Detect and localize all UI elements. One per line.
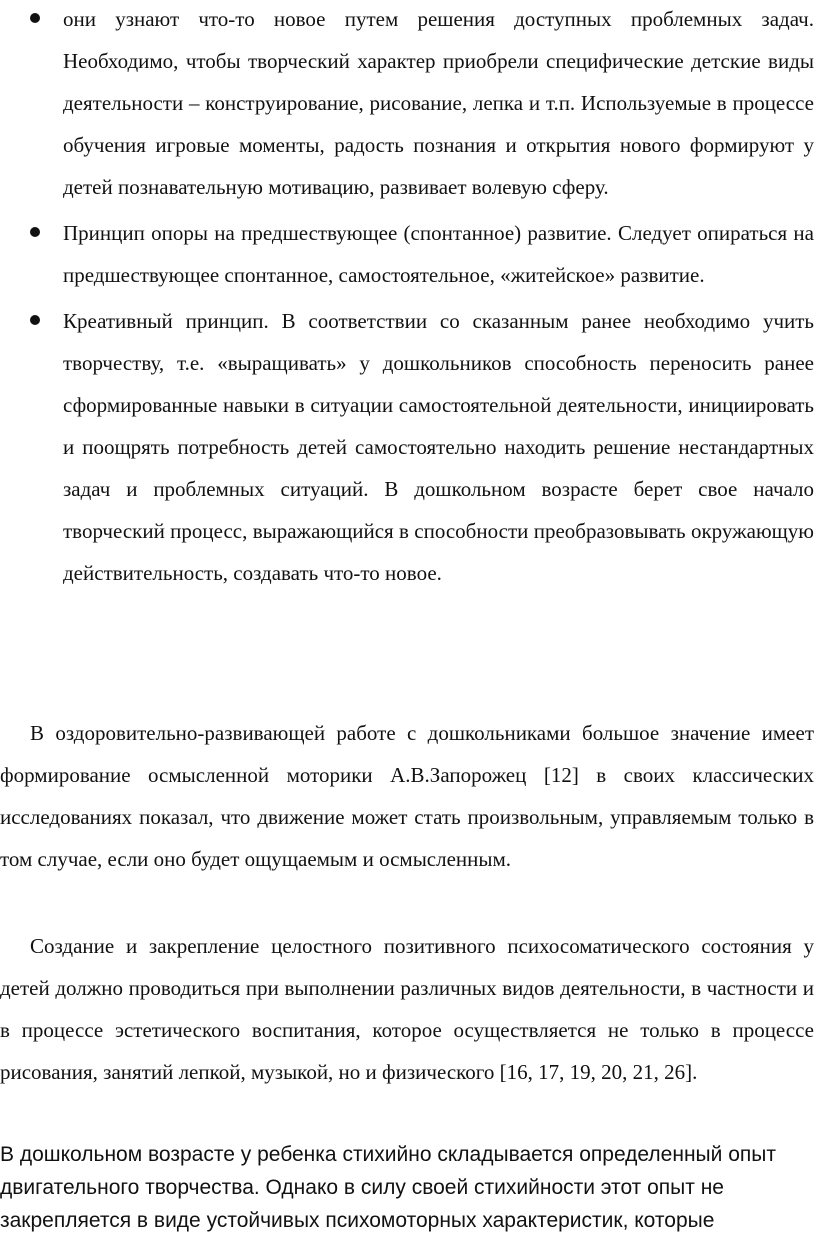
paragraph-motor-creativity: В дошкольном возрасте у ребенка стихийно складывается определенный опыт двигательного творчества. Однако в силу своей стихийности этот опыт не закрепляется в виде устойчивых психомоторных характеристик, которые xyxy=(0,1143,776,1232)
bullet-dot-icon xyxy=(30,315,40,325)
bullet-item xyxy=(0,212,816,296)
bullet-text: Креативный принцип. В соответствии со сказанным ранее необходимо учить творчеству, т.е. «выращивать» у дошкольников способность переносить ранее сформированные навыки в ситуации самостоятельной деятельности, инициировать и поощрять потребность детей самостоятельно находить решение нестандартных задач и проблемных ситуаций. В дошкольном возрасте берет свое начало творческий процесс, выражающийся в способности преобразовывать окружающую действительность, создавать что-то новое. xyxy=(63,309,814,585)
bullet-item xyxy=(0,300,816,594)
paragraph-motor-skills: В оздоровительно-развивающей работе с дошкольниками большое значение имеет формирование осмысленной моторики А.В.Запорожец [12] в своих классических исследованиях показал, что движение может стать произвольным, управляемым только в том случае, если оно будет ощущаемым и осмысленным. xyxy=(0,721,814,871)
bullet-list xyxy=(0,0,816,594)
bullet-dot-icon xyxy=(30,227,40,237)
bullet-item xyxy=(0,0,816,208)
paragraph-psychosomatic-state: Создание и закрепление целостного позитивного психосоматического состояния у детей должно проводиться при выполнении различных видов деятельности, в частности и в процессе эстетического воспитания, которое осуществляется не только в процессе рисования, занятий лепкой, музыкой, но и физического [16, 17, 19, 20, 21, 26]. xyxy=(0,934,814,1084)
bullet-text: Принцип опоры на предшествующее (спонтанное) развитие. Следует опираться на предшествующее спонтанное, самостоятельное, «житейское» развитие. xyxy=(63,221,814,287)
bullet-text: они узнают что-то новое путем решения доступных проблемных задач. Необходимо, чтобы творческий характер приобрели специфические детские виды деятельности – конструирование, рисование, лепка и т.п. Используемые в процессе обучения игровые моменты, радость познания и открытия нового формируют у детей познавательную мотивацию, развивает волевую сферу. xyxy=(63,7,814,199)
bullet-dot-icon xyxy=(30,13,40,23)
